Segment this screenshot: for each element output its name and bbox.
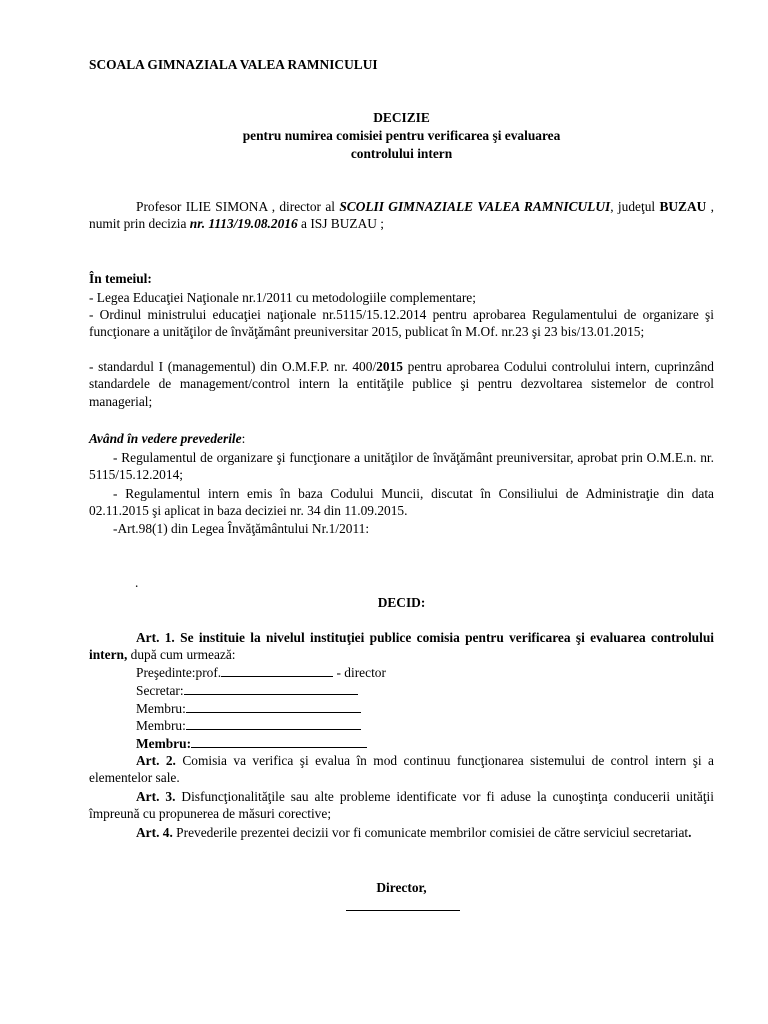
- member-presedinte: Preşedinte:prof. - director: [136, 665, 386, 680]
- school-name-inline: SCOLII GIMNAZIALE VALEA RAMNICULUI: [339, 199, 611, 214]
- director-signature-label: Director,: [376, 880, 427, 895]
- article-4: Art. 4. Prevederile prezentei decizii vor fi comunicate membrilor comisiei de către serviciul secretariat.: [136, 825, 692, 840]
- article-2: Art. 2. Comisia va verifica şi evalua în mod continuu funcţionarea sistemului de control intern şi a elementelor sale.: [89, 753, 714, 786]
- dot-mark: .: [135, 575, 139, 590]
- decision-number: nr. 1113/19.08.2016: [189, 216, 298, 232]
- temeiul-heading: În temeiul:: [89, 271, 152, 286]
- decid-heading: DECID:: [377, 595, 426, 610]
- signature-line: [191, 735, 367, 748]
- decision-subtitle-line2: controlului intern: [350, 146, 453, 161]
- member-secretar: Secretar:: [136, 682, 358, 699]
- temeiul-item-1: - Legea Educaţiei Naţionale nr.1/2011 cu metodologiile complementare;: [89, 290, 476, 305]
- article-1: Art. 1. Se instituie la nivelul instituţiei publice comisia pentru verificarea şi evaluarea controlului intern, după cum urmează:: [89, 630, 714, 663]
- avand-item-3: -Art.98(1) din Legea Învăţământului Nr.1/2011:: [113, 521, 370, 536]
- avand-heading: Având în vedere prevederile:: [89, 431, 246, 446]
- avand-item-2: - Regulamentul intern emis în baza Codului Muncii, discutat în Consiliului de Administraţie din data 02.11.2015 şi aplicat in baza deciziei nr. 34 din 11.09.2015.: [89, 486, 714, 519]
- county: BUZAU: [659, 199, 707, 214]
- member-1: Membru:: [136, 700, 361, 717]
- signature-line: [186, 700, 361, 713]
- signature-line: [184, 682, 358, 695]
- school-name: SCOALA GIMNAZIALA VALEA RAMNICULUI: [89, 57, 378, 72]
- avand-item-1: - Regulamentul de organizare şi funcţionare a unităţilor de învăţământ preuniversitar, aprobat prin O.M.E.n. nr. 5115/15.12.2014;: [89, 450, 714, 483]
- member-2: Membru:: [136, 717, 361, 734]
- director-signature-line: [346, 910, 460, 911]
- signature-line: [221, 664, 333, 677]
- article-3: Art. 3. Disfuncţionalităţile sau alte probleme identificate vor fi aduse la cunoştinţa conducerii unităţii împreună cu propunerea de măsuri corective;: [89, 789, 714, 822]
- intro-paragraph: Profesor ILIE SIMONA , director al SCOLII GIMNAZIALE VALEA RAMNICULUI, judeţul BUZAU , numit prin decizia nr. 1113/19.08.2016 a ISJ BUZAU ;: [89, 199, 714, 232]
- signature-line: [186, 717, 361, 730]
- member-3: Membru:: [136, 735, 367, 752]
- temeiul-item-3: - standardul I (managementul) din O.M.F.P. nr. 400/2015 pentru aprobarea Codului controlului intern, cuprinzând standardele de management/control intern la entităţile publice şi pentru dezvoltarea sistemelor de control managerial;: [89, 359, 714, 409]
- decision-title: DECIZIE: [373, 110, 430, 125]
- decision-subtitle-line1: pentru numirea comisiei pentru verificarea şi evaluarea: [242, 128, 561, 143]
- temeiul-item-2: - Ordinul ministrului educaţiei naţionale nr.5115/15.12.2014 pentru aprobarea Regulamentului de organizare şi funcţionare a unităţilor de învăţământ preuniversitar 2015, publicat în M.Of. nr.23 şi 23 bis/13.01.2015;: [89, 307, 714, 340]
